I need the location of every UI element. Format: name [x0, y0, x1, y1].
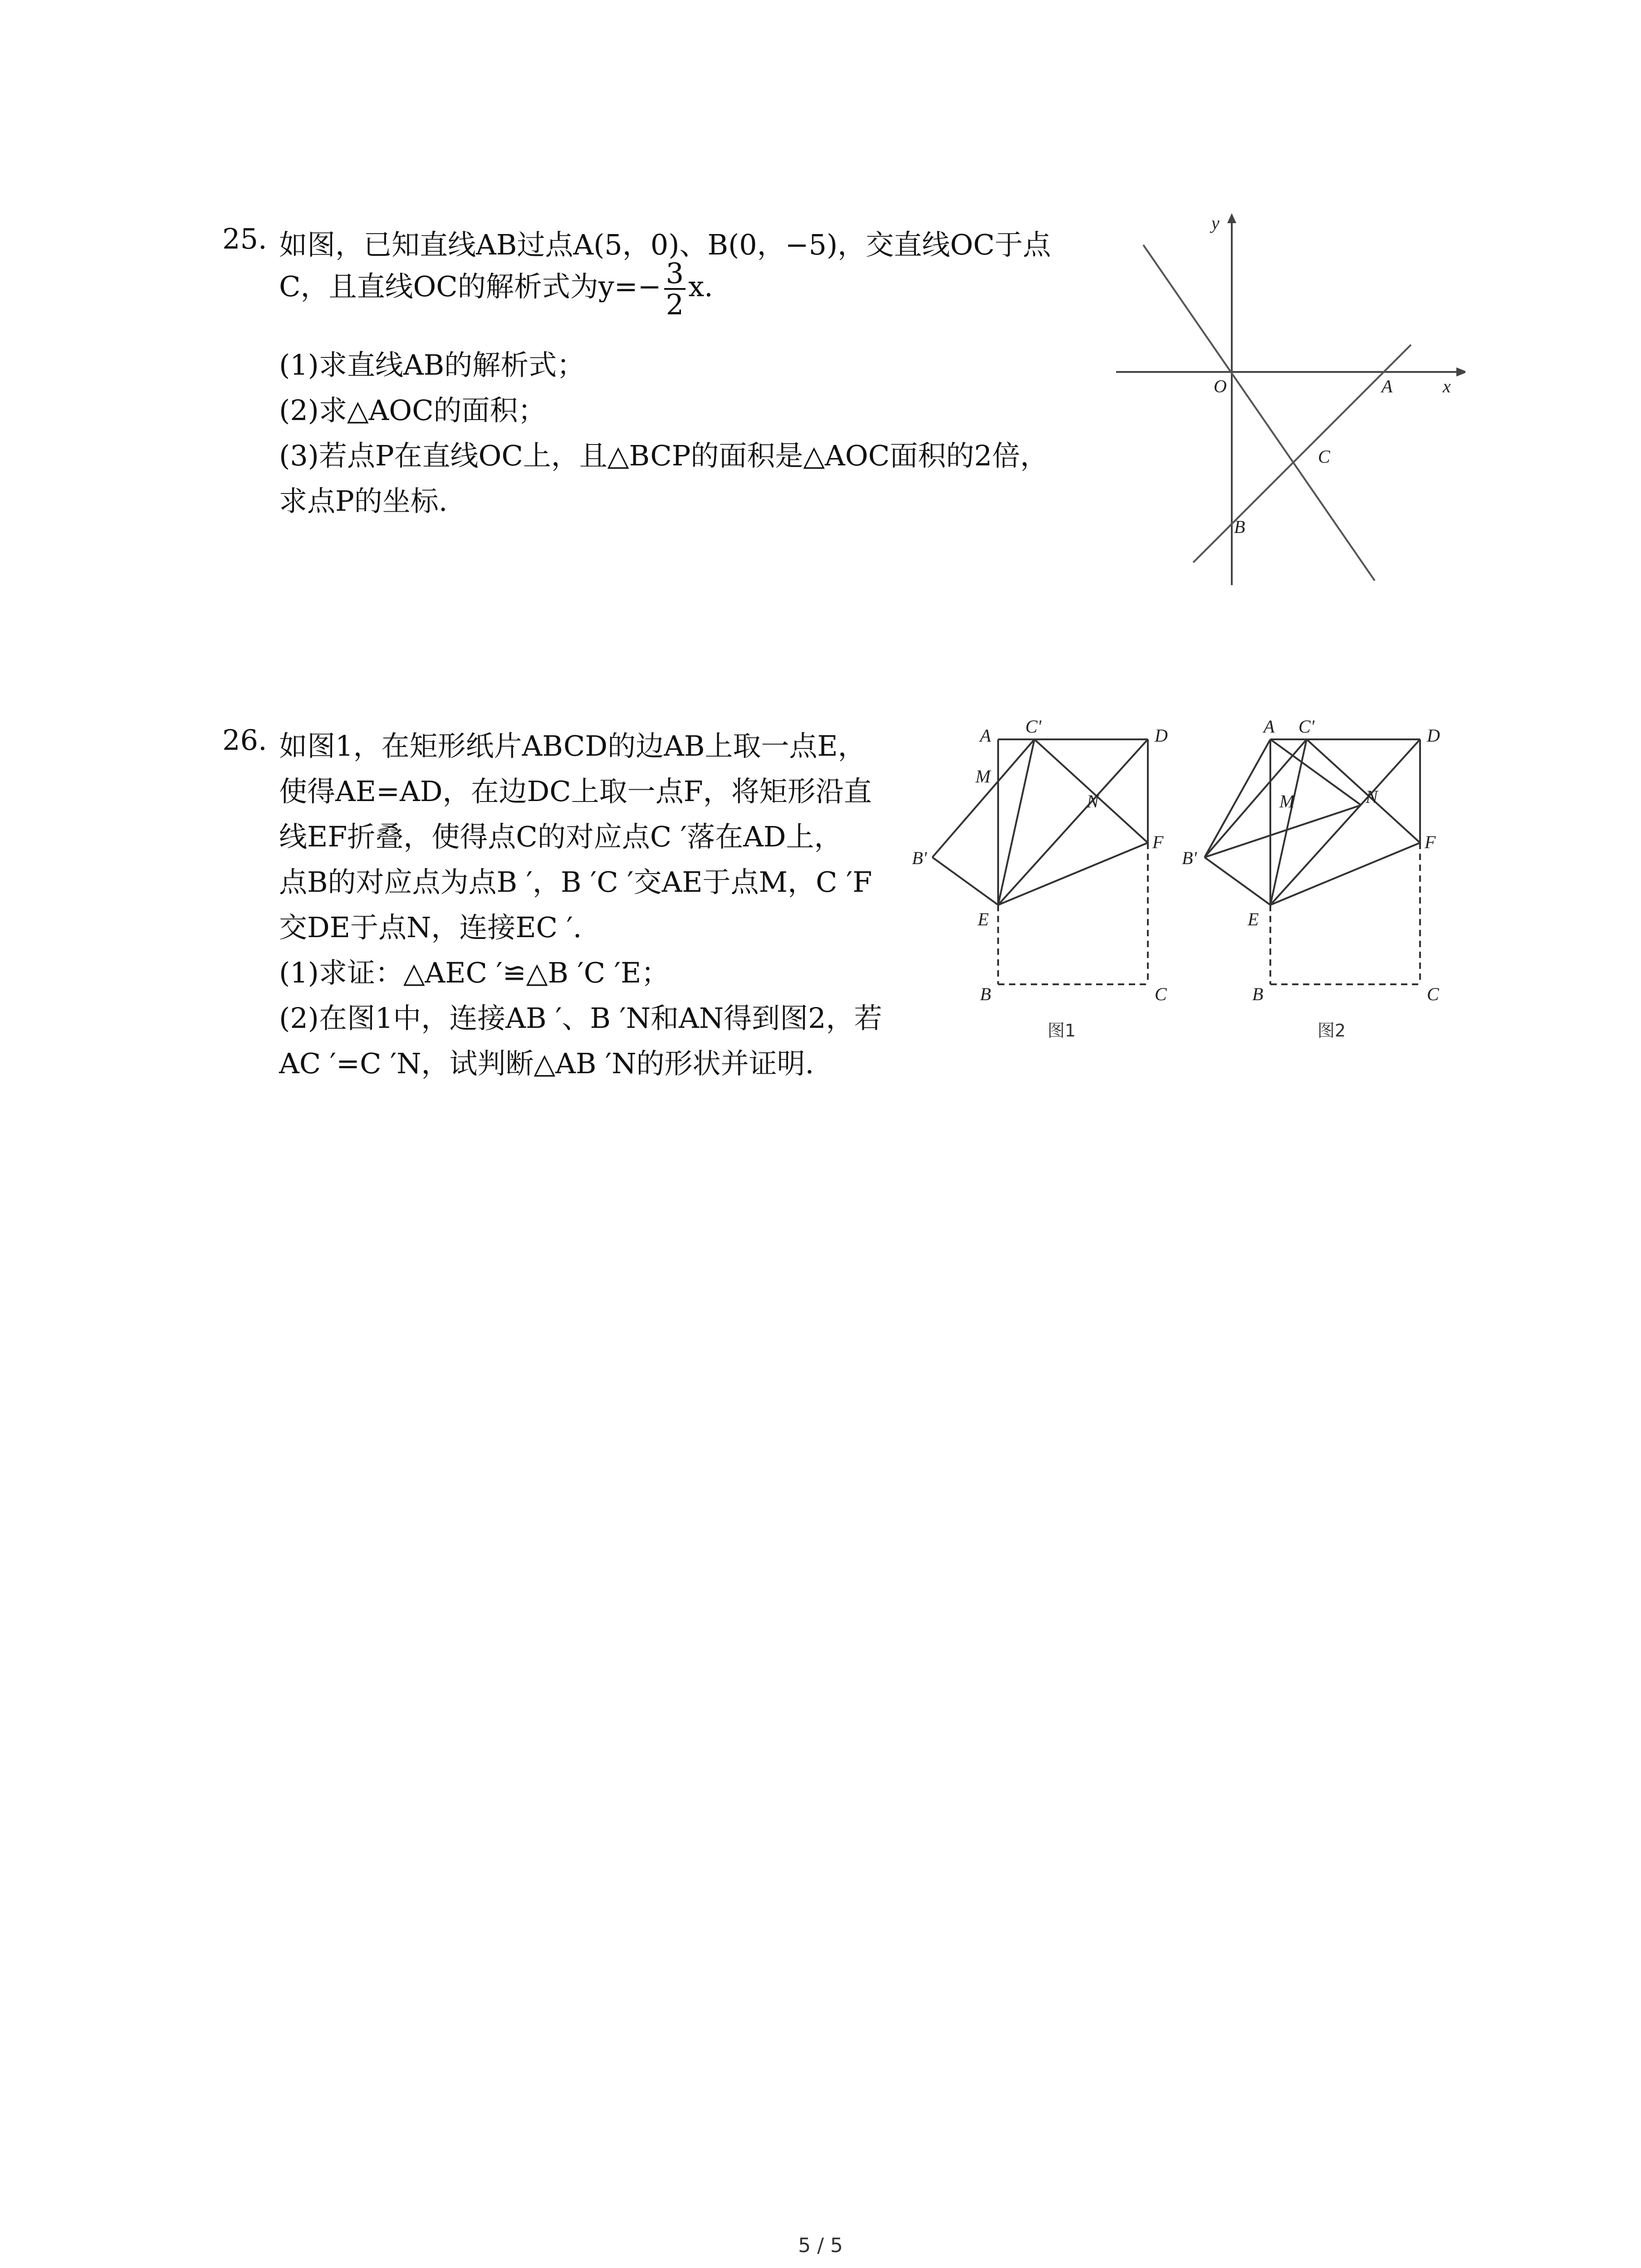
line-oc	[1143, 245, 1375, 581]
fig1-label-m: M	[975, 766, 991, 787]
label-y: y	[1211, 213, 1220, 233]
x-axis-arrow-icon	[1456, 367, 1465, 376]
fig2-label-c1: C'	[1298, 717, 1315, 737]
label-a: A	[1381, 376, 1393, 396]
label-b: B	[1234, 517, 1245, 537]
fig1-label-a: A	[980, 725, 991, 746]
q25-sub3b: 求点P的坐标.	[279, 484, 448, 518]
q26-line1: 如图1，在矩形纸片ABCD的边AB上取一点E，	[279, 729, 866, 763]
q25-sub1: (1)求直线AB的解析式；	[279, 348, 585, 381]
fig1-label-d: D	[1155, 725, 1168, 746]
fig2-label-a: A	[1264, 717, 1275, 737]
fig2-label-c: C	[1427, 984, 1439, 1004]
q26-figure-1-svg	[912, 717, 1184, 1043]
fig2-caption: 图2	[1317, 1021, 1346, 1041]
fig2-label-b: B	[1252, 984, 1264, 1004]
fig1-label-f: F	[1152, 832, 1164, 852]
q25-sub3: (3)若点P在直线OC上，且△BCP的面积是△AOC面积的2倍，	[279, 439, 1048, 472]
q25-line2-pre: C，且直线OC的解析式为y=−	[279, 270, 661, 303]
q25-line1: 如图，已知直线AB过点A(5，0)、B(0，−5)，交直线OC于点	[279, 228, 1051, 261]
q25-line2-post: x.	[688, 270, 713, 303]
q25-line2	[279, 257, 713, 322]
label-o: O	[1214, 376, 1227, 396]
q25-sub2: (2)求△AOC的面积；	[279, 394, 546, 427]
q26-figure-2-svg	[1180, 717, 1461, 1043]
fig2-label-n: N	[1366, 787, 1378, 807]
fig2-label-b1: B'	[1182, 848, 1197, 868]
q26-line4: 点B的对应点为点B ′，B ′C ′交AE于点M，C ′F	[279, 865, 872, 899]
fig1-label-c: C	[1155, 984, 1167, 1004]
q26-line3: 线EF折叠，使得点C的对应点C ′落在AD上，	[279, 820, 843, 853]
q25-figure-svg	[1112, 213, 1465, 590]
q26-line7: (2)在图1中，连接AB ′、B ′N和AN得到图2，若	[279, 1002, 882, 1035]
q25-frac-num: 3	[664, 259, 686, 290]
fig2-label-f: F	[1425, 832, 1436, 852]
q25-frac-den: 2	[666, 288, 684, 322]
label-c: C	[1318, 446, 1330, 467]
fig1-caption: 图1	[1047, 1021, 1076, 1041]
q25-fraction	[664, 257, 686, 322]
q26-line2: 使得AE=AD，在边DC上取一点F，将矩形沿直	[279, 775, 872, 808]
fig1-label-c1: C'	[1025, 717, 1042, 737]
fig1-label-e: E	[978, 909, 989, 929]
q25-number: 25.	[222, 222, 267, 255]
q26-line5: 交DE于点N，连接EC ′.	[279, 911, 582, 944]
label-x: x	[1443, 376, 1451, 396]
q26-line6: (1)求证：△AEC ′≌△B ′C ′E；	[279, 956, 670, 989]
fig1-label-b1: B'	[912, 848, 927, 868]
q26-figure-2	[1180, 717, 1461, 1043]
fig2-label-m: M	[1279, 791, 1295, 811]
fig2-label-d: D	[1427, 725, 1440, 746]
fig1-label-b: B	[980, 984, 991, 1004]
q26-number: 26.	[222, 723, 267, 757]
fig2-label-e: E	[1248, 909, 1259, 929]
page-number: 5 / 5	[798, 2234, 843, 2257]
q25-coordinate-figure	[1112, 213, 1465, 590]
q26-line8: AC ′=C ′N，试判断△AB ′N的形状并证明.	[279, 1047, 814, 1080]
fig1-label-n: N	[1087, 791, 1099, 811]
q26-figure-1	[912, 717, 1184, 1043]
y-axis-arrow-icon	[1227, 213, 1236, 223]
